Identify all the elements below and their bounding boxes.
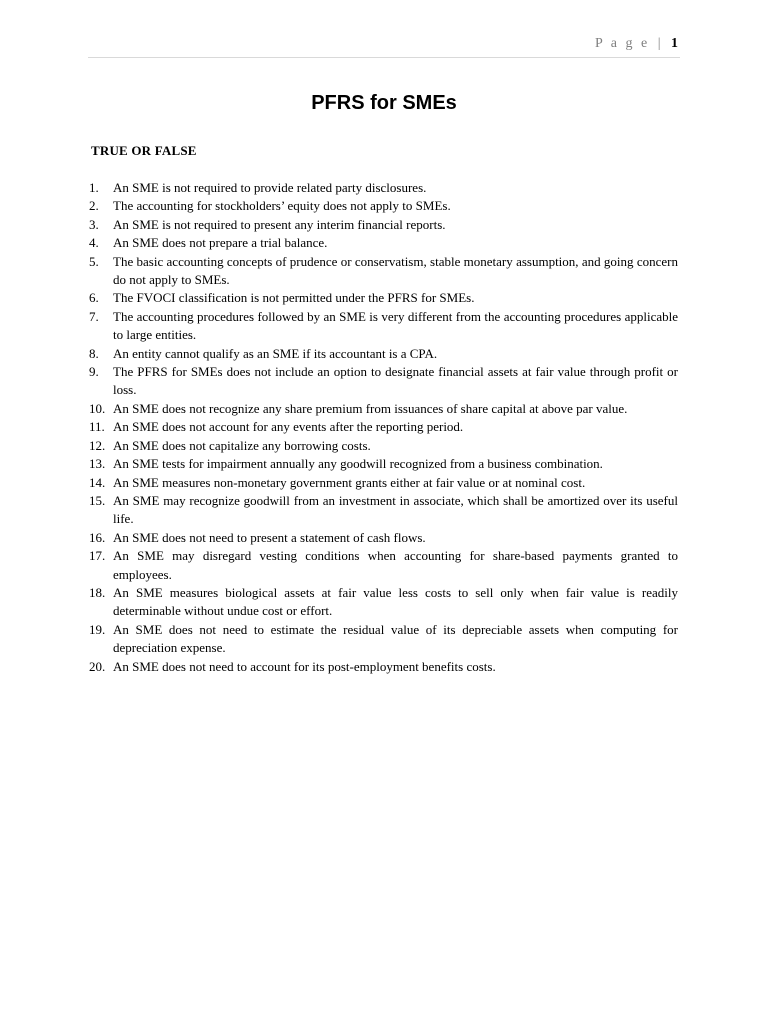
question-item bbox=[89, 529, 678, 547]
question-item bbox=[89, 216, 678, 234]
question-item bbox=[89, 400, 678, 418]
question-number: 3. bbox=[89, 216, 99, 232]
question-item bbox=[89, 197, 678, 215]
question-text: An SME is not required to present any interim financial reports. bbox=[113, 216, 446, 232]
question-item bbox=[89, 363, 678, 400]
question-item bbox=[89, 437, 678, 455]
question-number: 5. bbox=[89, 253, 99, 269]
question-text: An SME does not account for any events after the reporting period. bbox=[113, 419, 464, 435]
question-item bbox=[89, 455, 678, 473]
question-number: 14. bbox=[89, 474, 106, 490]
question-item bbox=[89, 308, 678, 345]
question-item bbox=[89, 547, 678, 584]
question-item bbox=[89, 418, 678, 436]
question-item bbox=[89, 234, 678, 252]
question-text: The accounting for stockholders’ equity does not apply to SMEs. bbox=[113, 198, 451, 214]
question-text: An SME may recognize goodwill from an investment in associate, which shall be amortized over its useful life. bbox=[113, 492, 678, 527]
question-item bbox=[89, 492, 678, 529]
document-title: PFRS for SMEs bbox=[311, 92, 457, 114]
question-text: The FVOCI classification is not permitted under the PFRS for SMEs. bbox=[113, 290, 475, 306]
question-number: 20. bbox=[89, 658, 106, 674]
page-header bbox=[595, 36, 678, 52]
question-text: An SME does not need to present a statement of cash flows. bbox=[113, 529, 426, 545]
question-number: 2. bbox=[89, 198, 99, 214]
question-number: 10. bbox=[89, 400, 106, 416]
question-number: 7. bbox=[89, 308, 99, 324]
question-number: 18. bbox=[89, 584, 106, 600]
question-number: 11. bbox=[89, 419, 105, 435]
question-number: 12. bbox=[89, 437, 106, 453]
question-text: An SME tests for impairment annually any goodwill recognized from a business combination. bbox=[113, 456, 603, 472]
page-separator: | bbox=[657, 36, 663, 51]
section-heading: TRUE OR FALSE bbox=[91, 143, 197, 158]
question-number: 6. bbox=[89, 290, 99, 306]
question-item bbox=[89, 179, 678, 197]
question-item bbox=[89, 584, 678, 621]
question-text: An SME does not capitalize any borrowing costs. bbox=[113, 437, 371, 453]
question-number: 17. bbox=[89, 548, 106, 564]
question-item bbox=[89, 474, 678, 492]
question-text: An SME does not need to account for its post-employment benefits costs. bbox=[113, 658, 496, 674]
question-list bbox=[89, 179, 678, 676]
question-number: 19. bbox=[89, 621, 106, 637]
page-label: P a g e bbox=[594, 36, 650, 51]
question-text: An SME does not prepare a trial balance. bbox=[113, 235, 328, 251]
question-item bbox=[89, 253, 678, 290]
question-text: An SME measures non-monetary government grants either at fair value or at nominal cost. bbox=[113, 474, 586, 490]
question-item bbox=[89, 289, 678, 307]
question-text: An SME does not need to estimate the residual value of its depreciable assets when computing for depreciation expense. bbox=[113, 621, 678, 656]
question-number: 13. bbox=[89, 456, 106, 472]
question-item bbox=[89, 621, 678, 658]
question-text: An SME measures biological assets at fair value less costs to sell only when fair value is readily determinable without undue cost or effort. bbox=[113, 584, 678, 619]
question-text: An SME may disregard vesting conditions when accounting for share-based payments granted to employees. bbox=[113, 548, 678, 582]
question-number: 1. bbox=[89, 180, 99, 195]
page-number: 1 bbox=[671, 36, 678, 51]
question-number: 4. bbox=[89, 235, 99, 251]
question-number: 9. bbox=[89, 364, 99, 380]
question-item bbox=[89, 658, 678, 676]
question-text: An SME is not required to provide related party disclosures. bbox=[113, 180, 427, 195]
question-text: The basic accounting concepts of prudence or conservatism, stable monetary assumption, and going concern do not apply to SMEs. bbox=[113, 253, 678, 288]
question-text: The PFRS for SMEs does not include an option to designate financial assets at fair value through profit or loss. bbox=[113, 364, 678, 398]
question-number: 15. bbox=[89, 492, 106, 508]
question-number: 16. bbox=[89, 529, 106, 545]
question-text: The accounting procedures followed by an SME is very different from the accounting procedures applicable to large entities. bbox=[113, 308, 678, 343]
question-text: An entity cannot qualify as an SME if its accountant is a CPA. bbox=[113, 345, 438, 361]
question-number: 8. bbox=[89, 345, 99, 361]
question-item bbox=[89, 345, 678, 363]
header-divider bbox=[88, 57, 680, 58]
question-text: An SME does not recognize any share premium from issuances of share capital at above par value. bbox=[113, 400, 628, 416]
